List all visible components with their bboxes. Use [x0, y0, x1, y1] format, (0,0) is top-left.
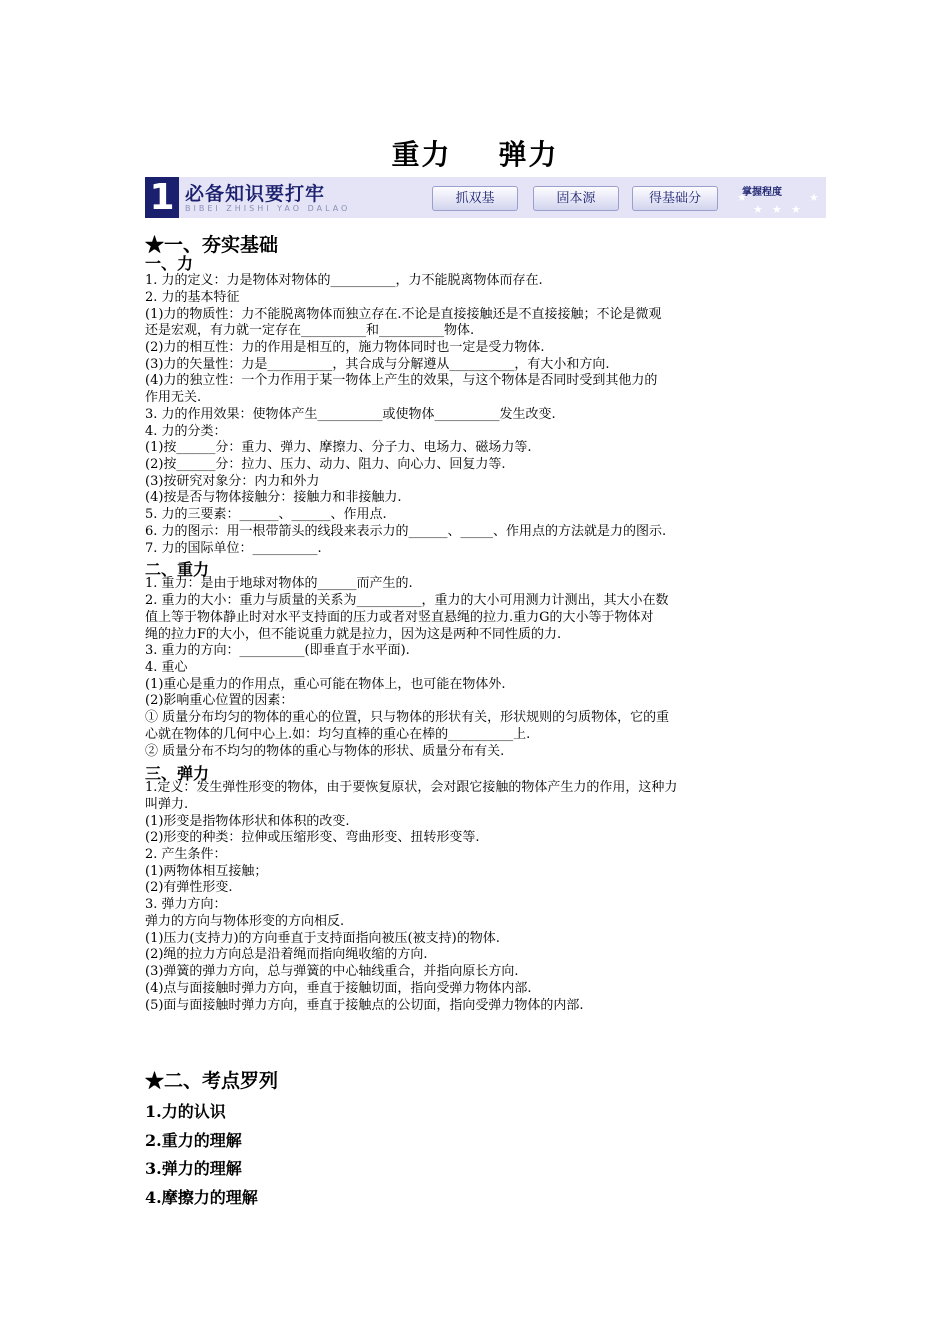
banner-button-score[interactable]: 得基础分: [632, 186, 718, 211]
star-icon: ★: [753, 203, 763, 216]
text-line: (1)力的物质性：力不能脱离物体而独立存在.不论是直接接触还是不直接接触；不论是微观: [145, 307, 662, 322]
text-line: 3. 弹力方向：: [145, 897, 227, 912]
section-title-basics: ★一、夯实基础: [145, 234, 279, 256]
text-line: 4. 重心: [145, 660, 188, 675]
key-point-item: 4.摩擦力的理解: [145, 1188, 258, 1207]
banner-number: 1: [145, 177, 179, 218]
text-line: 2. 产生条件：: [145, 847, 227, 862]
text-line: ① 质量分布均匀的物体的重心的位置，只与物体的形状有关，形状规则的匀质物体，它的重: [145, 710, 670, 725]
text-line: ② 质量分布不均匀的物体的重心与物体的形状、质量分布有关.: [145, 744, 505, 759]
star-icon: ★: [791, 203, 801, 216]
text-line: 6. 力的图示：用一根带箭头的线段来表示力的______、_____、作用点的方法就是力的图示.: [145, 524, 667, 539]
banner-subtitle: BIBEI ZHISHI YAO DALAO: [185, 204, 351, 213]
star-icon: ★: [737, 191, 747, 204]
text-line: (2)按______分：拉力、压力、动力、阻力、向心力、回复力等.: [145, 457, 506, 472]
page-title: 重力 弹力: [391, 138, 559, 171]
text-line: (4)按是否与物体接触分：接触力和非接触力.: [145, 490, 402, 505]
text-line: (1)重心是重力的作用点，重心可能在物体上，也可能在物体外.: [145, 677, 506, 692]
text-line: 绳的拉力F的大小，但不能说重力就是拉力，因为这是两种不同性质的力.: [145, 627, 562, 642]
section-title-key-points: ★二、考点罗列: [145, 1070, 279, 1092]
text-line: 1. 重力：是由于地球对物体的______而产生的.: [145, 576, 413, 591]
text-line: (2)绳的拉力方向总是沿着绳而指向绳收缩的方向.: [145, 947, 428, 962]
text-line: 3. 力的作用效果：使物体产生__________或使物体__________发生改变.: [145, 407, 556, 422]
text-line: 还是宏观，有力就一定存在__________和__________物体.: [145, 323, 475, 338]
banner-title: 必备知识要打牢: [185, 183, 326, 205]
text-line: (2)力的相互性：力的作用是相互的，施力物体同时也一定是受力物体.: [145, 340, 545, 355]
text-line: (1)两物体相互接触；: [145, 864, 268, 879]
text-line: (3)弹簧的弹力方向，总与弹簧的中心轴线重合，并指向原长方向.: [145, 964, 519, 979]
key-point-item: 2.重力的理解: [145, 1131, 242, 1150]
text-line: 2. 重力的大小：重力与质量的关系为__________，重力的大小可用测力计测出，其大小在数: [145, 593, 669, 608]
text-line: (4)力的独立性：一个力作用于某一物体上产生的效果，与这个物体是否同时受到其他力的: [145, 373, 658, 388]
banner-button-foundation[interactable]: 固本源: [533, 186, 619, 211]
subsection-gravity: 二、重力: [145, 560, 210, 579]
star-icon: ★: [772, 203, 782, 216]
text-line: 值上等于物体静止时对水平支持面的压力或者对竖直悬绳的拉力.重力G的大小等于物体对: [145, 610, 654, 625]
text-line: 7. 力的国际单位：__________.: [145, 541, 322, 556]
text-line: (3)力的矢量性：力是__________，其合成与分解遵从__________，有大小和方向.: [145, 357, 610, 372]
key-point-item: 1.力的认识: [145, 1102, 226, 1121]
text-line: (2)有弹性形变.: [145, 880, 233, 895]
text-line: 2. 力的基本特征: [145, 290, 240, 305]
text-line: 4. 力的分类：: [145, 424, 227, 439]
text-line: 叫弹力.: [145, 797, 189, 812]
text-line: 弹力的方向与物体形变的方向相反.: [145, 914, 345, 929]
section-banner: [145, 177, 826, 218]
mastery-level-label: 掌握程度: [742, 187, 782, 198]
key-point-item: 3.弹力的理解: [145, 1159, 242, 1178]
text-line: (1)按______分：重力、弹力、摩擦力、分子力、电场力、磁场力等.: [145, 440, 532, 455]
text-line: (3)按研究对象分：内力和外力: [145, 474, 320, 489]
text-line: 5. 力的三要素：______、______、作用点.: [145, 507, 387, 522]
text-line: (5)面与面接触时弹力方向，垂直于接触点的公切面，指向受弹力物体的内部.: [145, 998, 584, 1013]
subsection-elastic-force: 三、弹力: [145, 764, 210, 783]
text-line: 心就在物体的几何中心上.如：均匀直棒的重心在棒的__________上.: [145, 727, 531, 742]
text-line: 1. 力的定义：力是物体对物体的__________，力不能脱离物体而存在.: [145, 273, 543, 288]
text-line: (4)点与面接触时弹力方向，垂直于接触切面，指向受弹力物体内部.: [145, 981, 532, 996]
text-line: 作用无关.: [145, 390, 202, 405]
text-line: 3. 重力的方向：__________(即垂直于水平面).: [145, 643, 410, 658]
banner-button-basics[interactable]: 抓双基: [432, 186, 518, 211]
text-line: (2)形变的种类：拉伸或压缩形变、弯曲形变、扭转形变等.: [145, 830, 480, 845]
star-icon: ★: [809, 191, 819, 204]
text-line: 1.定义：发生弹性形变的物体，由于要恢复原状，会对跟它接触的物体产生力的作用，这种力: [145, 780, 678, 795]
text-line: (1)压力(支持力)的方向垂直于支持面指向被压(被支持)的物体.: [145, 931, 500, 946]
subsection-force: 一、力: [145, 254, 194, 273]
text-line: (2)影响重心位置的因素：: [145, 693, 294, 708]
text-line: (1)形变是指物体形状和体积的改变.: [145, 814, 350, 829]
